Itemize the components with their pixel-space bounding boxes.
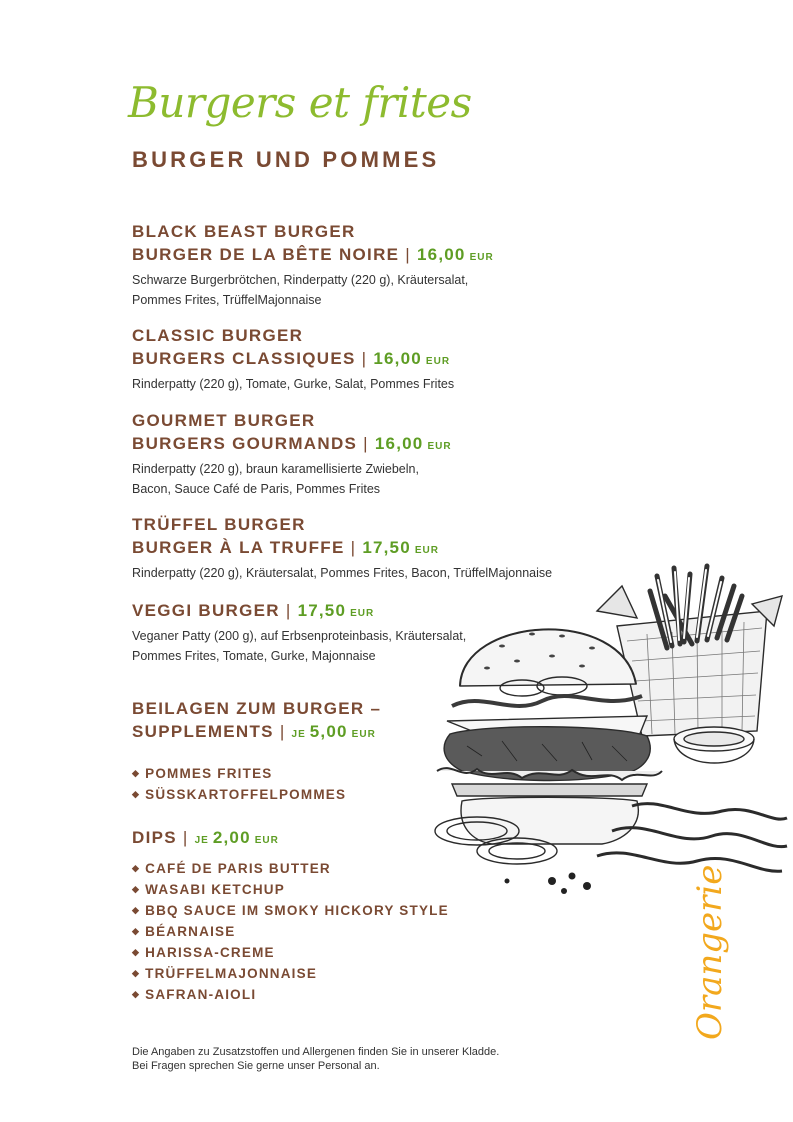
supplements-price: 5,00 xyxy=(309,722,348,741)
list-item-label: BÉARNAISE xyxy=(145,924,236,939)
item-description: Pommes Frites, TrüffelMajonnaise xyxy=(132,293,322,307)
separator: | xyxy=(363,434,369,453)
je-label: JE xyxy=(194,835,209,846)
peppercorn-icon xyxy=(505,873,592,895)
currency: EUR xyxy=(427,441,452,452)
dips-title-text: DIPS xyxy=(132,828,177,847)
currency: EUR xyxy=(414,545,439,556)
item-description: Pommes Frites, Tomate, Gurke, Majonnaise xyxy=(132,649,376,663)
list-item-label: SÜSSKARTOFFELPOMMES xyxy=(145,787,347,802)
item-description: Bacon, Sauce Café de Paris, Pommes Frites xyxy=(132,482,381,496)
item-name-fr-text: BURGER DE LA BÊTE NOIRE xyxy=(132,245,400,264)
menu-item-classic xyxy=(132,324,454,394)
item-name-fr xyxy=(132,432,452,458)
list-item xyxy=(132,943,449,964)
item-name xyxy=(132,599,466,625)
bullet-icon: ◆ xyxy=(132,884,141,894)
item-name-fr-text: BURGER À LA TRUFFE xyxy=(132,538,345,557)
footnote-line: Bei Fragen sprechen Sie gerne unser Personal an. xyxy=(132,1060,380,1072)
list-item xyxy=(132,922,449,943)
item-price: 16,00 xyxy=(373,349,422,368)
list-item-label: HARISSA-CREME xyxy=(145,945,275,960)
item-price: 17,50 xyxy=(362,538,411,557)
separator: | xyxy=(285,601,292,620)
item-name-fr xyxy=(132,347,454,373)
bullet-icon: ◆ xyxy=(132,926,141,936)
separator: | xyxy=(361,349,368,368)
list-item-label: BBQ SAUCE IM SMOKY HICKORY STYLE xyxy=(145,903,449,918)
currency: EUR xyxy=(469,252,494,263)
currency: EUR xyxy=(350,608,375,619)
list-item xyxy=(132,764,346,785)
item-name-fr xyxy=(132,243,494,269)
item-name-text: VEGGI BURGER xyxy=(132,601,280,620)
list-item-label: SAFRAN-AIOLI xyxy=(145,987,257,1002)
currency: EUR xyxy=(425,356,451,367)
supplements-title: BEILAGEN ZUM BURGER – xyxy=(132,699,382,718)
footnote-line: Die Angaben zu Zusatzstoffen und Allergenen finden Sie in unserer Kladde. xyxy=(132,1046,500,1058)
bullet-icon: ◆ xyxy=(132,905,141,915)
dips-title xyxy=(132,826,279,852)
item-name: GOURMET BURGER xyxy=(132,411,316,430)
fries-basket-icon xyxy=(597,566,782,736)
supplements-subtitle xyxy=(132,720,381,746)
item-name-fr-text: BURGERS GOURMANDS xyxy=(132,434,358,453)
dips-list xyxy=(132,859,449,1006)
sauce-bowl-icon xyxy=(674,727,754,763)
list-item-label: TRÜFFELMAJONNAISE xyxy=(145,966,318,981)
bullet-icon: ◆ xyxy=(132,768,141,778)
item-name: TRÜFFEL BURGER xyxy=(132,515,306,534)
dips-price: 2,00 xyxy=(212,828,251,847)
list-item-label: WASABI KETCHUP xyxy=(145,882,285,897)
item-price: 16,00 xyxy=(417,245,466,264)
item-description: Schwarze Burgerbrötchen, Rinderpatty (220 g), Kräutersalat, xyxy=(132,273,469,287)
currency: EUR xyxy=(254,835,279,846)
list-item-label: CAFÉ DE PARIS BUTTER xyxy=(145,861,331,876)
allergen-footnote xyxy=(132,1045,499,1073)
dips-section xyxy=(132,826,279,852)
je-label: JE xyxy=(291,729,306,740)
separator: | xyxy=(182,828,189,847)
list-item xyxy=(132,859,449,880)
menu-item-black-beast xyxy=(132,220,494,310)
item-name: BLACK BEAST BURGER xyxy=(132,222,356,241)
supplements-section xyxy=(132,697,381,746)
list-item xyxy=(132,964,449,985)
bullet-icon: ◆ xyxy=(132,968,141,978)
menu-item-veggi xyxy=(132,599,466,666)
item-description: Rinderpatty (220 g), Kräutersalat, Pommes Frites, Bacon, TrüffelMajonnaise xyxy=(132,566,553,580)
burger-illustration xyxy=(422,556,792,916)
separator: | xyxy=(279,722,286,741)
supplements-subtitle-text: SUPPLEMENTS xyxy=(132,722,274,741)
separator: | xyxy=(405,245,412,264)
list-item xyxy=(132,880,449,901)
bullet-icon: ◆ xyxy=(132,947,141,957)
currency: EUR xyxy=(351,729,376,740)
list-item xyxy=(132,785,346,806)
list-item xyxy=(132,901,449,922)
item-description: Veganer Patty (200 g), auf Erbsenproteinbasis, Kräutersalat, xyxy=(132,629,467,643)
list-item xyxy=(132,985,449,1006)
item-name: CLASSIC BURGER xyxy=(132,326,304,345)
brand-logo: Orangerie xyxy=(690,864,730,1040)
bullet-icon: ◆ xyxy=(132,789,141,799)
list-item-label: POMMES FRITES xyxy=(145,766,273,781)
item-price: 16,00 xyxy=(374,434,424,453)
page-title: BURGER UND POMMES xyxy=(132,147,440,172)
item-name-fr-text: BURGERS CLASSIQUES xyxy=(132,349,356,368)
supplements-list xyxy=(132,764,346,806)
item-description: Rinderpatty (220 g), braun karamellisierte Zwiebeln, xyxy=(132,462,419,476)
bullet-icon: ◆ xyxy=(132,863,141,873)
item-description: Rinderpatty (220 g), Tomate, Gurke, Salat, Pommes Frites xyxy=(132,377,455,391)
menu-item-gourmet xyxy=(132,409,452,499)
item-price: 17,50 xyxy=(297,601,347,620)
bullet-icon: ◆ xyxy=(132,989,141,999)
script-title: Burgers et frites xyxy=(128,78,472,127)
separator: | xyxy=(350,538,357,557)
